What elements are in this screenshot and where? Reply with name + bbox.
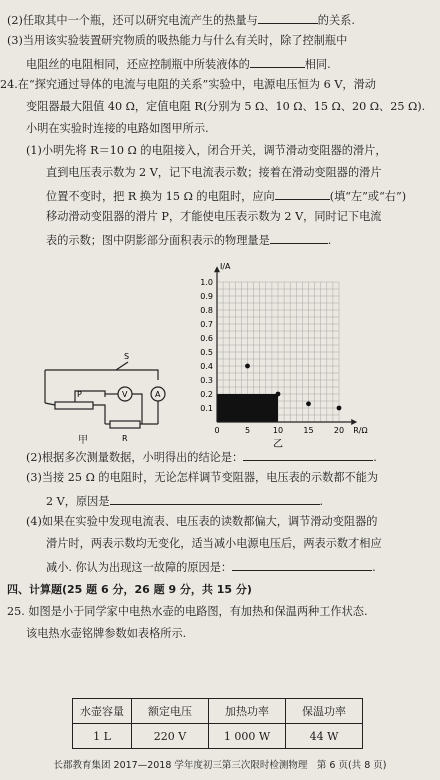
line-text: 表的示数；图中阴影部分面积表示的物理量是 bbox=[46, 234, 270, 247]
text-line bbox=[46, 210, 381, 224]
table-cell-capacity: 1 L bbox=[73, 724, 132, 749]
line-text: 小明在实验时连接的电路如图甲所示. bbox=[26, 122, 209, 135]
text-line bbox=[26, 449, 377, 465]
line-text: 位置不变时，把 R 换为 15 Ω 的电阻时，应向 bbox=[46, 190, 275, 203]
line-suffix: . bbox=[372, 561, 376, 574]
data-point bbox=[337, 406, 342, 411]
line-suffix: . bbox=[319, 495, 324, 508]
circuit-label-s: S bbox=[124, 352, 130, 361]
table-cell-heat-power: 1 000 W bbox=[209, 724, 286, 749]
answer-blank[interactable] bbox=[258, 12, 318, 24]
y-tick-label: 0.7 bbox=[200, 320, 213, 329]
answer-blank[interactable] bbox=[232, 559, 372, 571]
text-line bbox=[0, 78, 376, 92]
table-cell-voltage: 220 V bbox=[132, 724, 209, 749]
text-line bbox=[26, 56, 331, 72]
line-text: (4)如果在实验中发现电流表、电压表的读数都偏大，调节滑动变阻器的 bbox=[26, 515, 378, 528]
circuit-diagram bbox=[30, 345, 185, 445]
y-tick-label: 0.9 bbox=[200, 292, 213, 301]
circuit-label-p: P bbox=[77, 390, 82, 399]
data-point bbox=[245, 364, 250, 369]
answer-blank[interactable] bbox=[275, 188, 330, 200]
y-axis-label: I/A bbox=[220, 262, 231, 272]
text-line bbox=[7, 12, 355, 28]
circuit-label-r: R bbox=[122, 434, 128, 443]
text-line bbox=[26, 515, 377, 529]
text-line bbox=[26, 100, 425, 114]
line-suffix: (填“左”或“右”) bbox=[329, 190, 407, 203]
y-tick-label: 0.1 bbox=[200, 404, 213, 413]
line-text: 24.在“探究通过导体的电流与电阻的关系”实验中，电源电压恒为 6 V，滑动 bbox=[0, 78, 376, 91]
page-footer: 长郡教育集团 2017—2018 学年度初三第三次限时检测物理 第 6 页(共 8 页) bbox=[53, 760, 387, 771]
line-suffix: 的关系. bbox=[317, 14, 355, 27]
line-text: (2)任取其中一个瓶，还可以研究电流产生的热量与 bbox=[7, 14, 258, 27]
line-suffix: . bbox=[373, 451, 377, 464]
line-suffix: . bbox=[327, 234, 332, 247]
text-line bbox=[26, 122, 209, 136]
answer-blank[interactable] bbox=[250, 56, 305, 68]
text-line bbox=[46, 493, 323, 509]
y-tick-label: 0.3 bbox=[200, 376, 213, 385]
x-tick-label: 10 bbox=[272, 426, 284, 435]
chart-caption: 乙 bbox=[273, 439, 283, 450]
circuit-label-v: V bbox=[122, 390, 128, 399]
text-line bbox=[26, 471, 378, 485]
y-tick-label: 0.6 bbox=[200, 334, 213, 343]
line-text: 减小. 你认为出现这一故障的原因是： bbox=[46, 561, 233, 574]
table-header-heat-power: 加热功率 bbox=[209, 699, 286, 724]
x-tick-label: 20 bbox=[333, 426, 345, 435]
table-cell-keep-warm: 44 W bbox=[286, 724, 363, 749]
current-resistance-chart bbox=[195, 240, 368, 450]
line-text: 直到电压表示数为 2 V，记下电流表示数；接着在滑动变阻器的滑片 bbox=[46, 166, 382, 179]
y-tick-label: 0.4 bbox=[200, 362, 213, 371]
circuit-label-a: A bbox=[155, 390, 161, 399]
table-header-voltage: 额定电压 bbox=[132, 699, 209, 724]
text-line bbox=[46, 166, 382, 180]
line-text: 2 V，原因是 bbox=[46, 495, 110, 508]
text-line bbox=[26, 144, 387, 158]
line-text: (2)根据多次测量数据，小明得出的结论是： bbox=[26, 451, 244, 464]
line-text: (1)小明先将 R＝10 Ω 的电阻接入，闭合开关，调节滑动变阻器的滑片， bbox=[26, 144, 387, 157]
y-tick-label: 0.5 bbox=[200, 348, 213, 357]
table-header-keep-warm: 保温功率 bbox=[286, 699, 363, 724]
x-tick-label: 5 bbox=[244, 426, 251, 435]
line-text: (3)当用该实验装置研究物质的吸热能力与什么有关时，除了控制瓶中 bbox=[7, 34, 348, 47]
shaded-area bbox=[217, 394, 278, 422]
text-line bbox=[46, 559, 376, 575]
data-point bbox=[306, 401, 311, 406]
answer-blank[interactable] bbox=[110, 493, 320, 505]
kettle-spec-table bbox=[72, 698, 363, 749]
x-axis-label: R/Ω bbox=[353, 426, 368, 435]
line-text: (3)当接 25 Ω 的电阻时，无论怎样调节变阻器，电压表的示数都不能为 bbox=[26, 471, 379, 484]
x-axis-arrow bbox=[351, 419, 357, 425]
text-line bbox=[46, 537, 382, 551]
line-text: 电阻丝的电阻相同，还应控制瓶中所装液体的 bbox=[26, 58, 250, 71]
section-heading: 四、计算题(25 题 6 分，26 题 9 分，共 15 分) bbox=[7, 583, 252, 596]
q25-line-2: 该电热水壶铭牌参数如表格所示. bbox=[26, 627, 187, 640]
q25-line-1: 25. 如图是小于同学家中电热水壶的电路图，有加热和保温两种工作状态. bbox=[7, 605, 368, 618]
line-text: 变阻器最大阻值 40 Ω，定值电阻 R(分别为 5 Ω、10 Ω、15 Ω、20 Ω、25 Ω). bbox=[26, 100, 426, 113]
x-tick-label: 0 bbox=[214, 426, 220, 435]
y-tick-label: 0.2 bbox=[200, 390, 213, 399]
line-text: 滑片时，两表示数均无变化，适当减小电源电压后，两表示数才相应 bbox=[46, 537, 382, 550]
line-text: 移动滑动变阻器的滑片 P，才能使电压表示数为 2 V，同时记下电流 bbox=[46, 210, 382, 223]
y-tick-label: 1.0 bbox=[200, 278, 213, 287]
y-tick-label: 0.8 bbox=[200, 306, 213, 315]
table-header-capacity: 水壶容量 bbox=[73, 699, 132, 724]
circuit-caption: 甲 bbox=[78, 435, 88, 446]
x-tick-label: 15 bbox=[303, 426, 314, 435]
answer-blank[interactable] bbox=[243, 449, 373, 461]
line-suffix: 相同. bbox=[304, 58, 331, 71]
text-line bbox=[7, 34, 347, 48]
data-point bbox=[276, 392, 281, 397]
text-line bbox=[46, 188, 406, 204]
